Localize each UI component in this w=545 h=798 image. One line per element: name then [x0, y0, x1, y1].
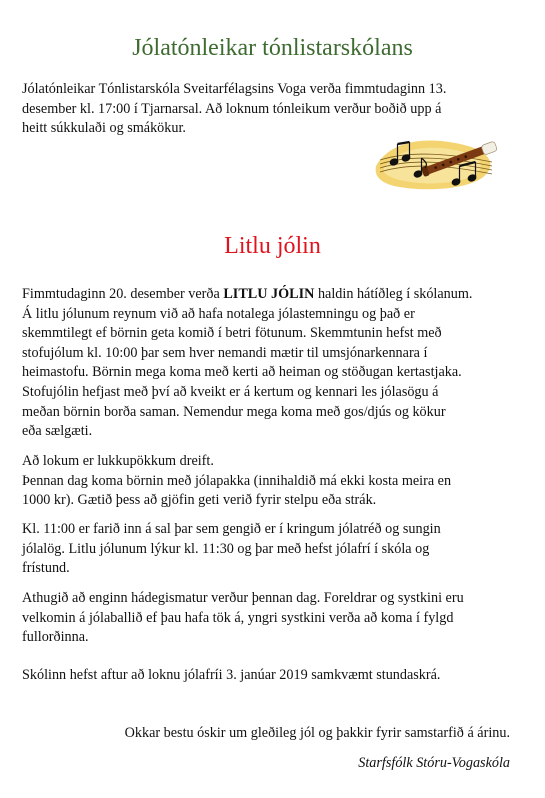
text-line: Að lokum er lukkupökkum dreift.: [22, 453, 214, 469]
text-line: Kl. 11:00 er farið inn á sal þar sem gengið er í kringum jólatréð og sungin: [22, 521, 441, 537]
text-run: Fimmtudaginn 20. desember verða: [22, 286, 224, 302]
bold-text-run: LITLU JÓLIN: [223, 286, 315, 302]
text-line: Athugið að enginn hádegismatur verður þennan dag. Foreldrar og systkini eru: [22, 590, 464, 606]
litlu-jolin-paragraph: [22, 285, 472, 442]
text-line: Þennan dag koma börnin með jólapakka (innihaldið má ekki kosta meira en: [22, 472, 452, 489]
text-line: Á litlu jólunum reynum við að hafa notalega jólastemningu og það er: [22, 305, 415, 322]
text-line: 1000 kr). Gætið þess að gjöfin geti verið fyrir stelpu eða strák.: [22, 492, 377, 509]
text-line: skemmtilegt ef börnin geta komið í betri fötunum. Skemmtunin hefst með: [22, 325, 442, 342]
concert-paragraph: [22, 80, 446, 139]
text-line: Stofujólin hefjast með því að kveikt er á kertum og kennari les jólasögu á: [22, 383, 439, 400]
text-line: meðan börnin borða saman. Nemendur mega koma með gos/djús og kökur: [22, 403, 446, 420]
text-line: heimastofu. Börnin mega koma með kerti að heiman og stöðugan kertastjaka.: [22, 364, 462, 381]
lukkupakkar-paragraph: [22, 452, 451, 511]
text-line: [22, 285, 472, 305]
text-line: jólalög. Litlu jólunum lýkur kl. 11:30 og þar með hefst jólafrí í skóla og: [22, 540, 430, 557]
text-line: velkomin á jólaballið ef þau hafa tök á, yngri systkini verða að koma í fylgd: [22, 609, 454, 626]
notice-paragraph: [22, 589, 464, 648]
page-title: Jólatónleikar tónlistarskólans: [132, 35, 413, 61]
text-line: stofujólum kl. 10:00 þar sem hver nemandi mætir til umsjónarkennara í: [22, 344, 428, 361]
text-line: Jólatónleikar Tónlistarskóla Sveitarfélagsins Voga verða fimmtudaginn 13.: [22, 81, 447, 97]
schedule-paragraph: [22, 520, 441, 579]
text-run: haldin hátíðleg í skólanum.: [314, 286, 473, 302]
text-line: desember kl. 17:00 í Tjarnarsal. Að loknum tónleikum verður boðið upp á: [22, 100, 442, 117]
section-title-litlu-jolin: Litlu jólin: [224, 233, 321, 259]
text-line: fullorðinna.: [22, 629, 89, 646]
text-line: Okkar bestu óskir um gleðileg jól og þakkir fyrir samstarfið á árinu.: [124, 725, 510, 741]
text-line: heitt súkkulaði og smákökur.: [22, 120, 186, 137]
closing-greeting: [0, 724, 510, 744]
text-line: eða sælgæti.: [22, 423, 93, 440]
school-resumes-paragraph: [22, 666, 440, 686]
signature: Starfsfólk Stóru-Vogaskóla: [358, 755, 510, 771]
text-line: frístund.: [22, 560, 70, 577]
text-line: Skólinn hefst aftur að loknu jólafríi 3. janúar 2019 samkvæmt stundaskrá.: [22, 667, 441, 683]
music-notes-recorder-icon: [372, 132, 504, 194]
